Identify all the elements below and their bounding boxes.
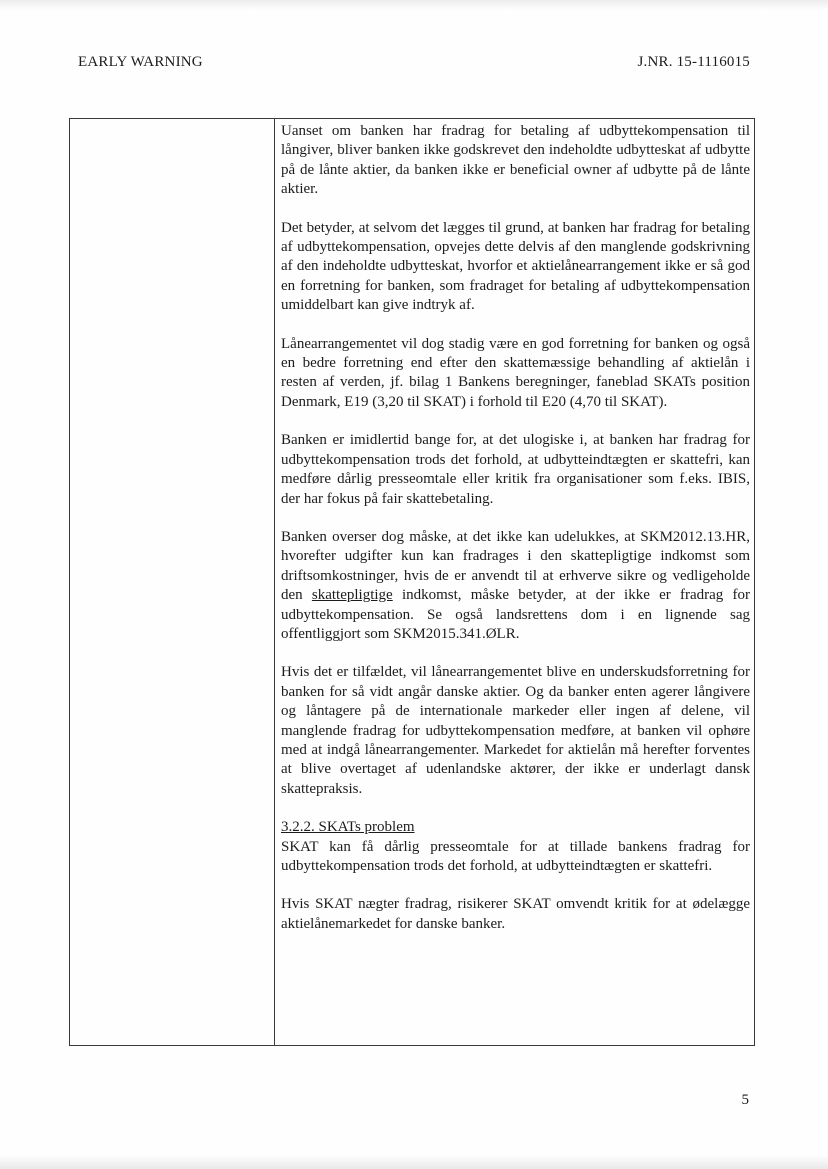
paragraph-3: Lånearrangementet vil dog stadig være en god forretning for banken og også en bedre forretning end efter den skattemæssige behandling af aktielån i resten af verden, jf. bilag 1 Bankens beregninger, faneblad SKATs position Denmark, E19 (3,20 til SKAT) i forhold til E20 (4,70 til SKAT).	[281, 335, 750, 410]
paragraph-4: Banken er imidlertid bange for, at det ulogiske i, at banken har fradrag for udbyttekompensation trods det forhold, at udbytteindtægten er skattefri, kan medføre dårlig presseomtale eller kritik fra organisationer som f.eks. IBIS, der har fokus på fair skattebetaling.	[281, 432, 750, 507]
scan-bottom-edge	[0, 1155, 828, 1169]
paragraph-5-end: indkomst, måske betyder, at der ikke er fradrag for udbyttekompensation. Se også landsrettens dom i en lignende sag offentliggjort som SKM2015.341.ØLR.	[281, 587, 750, 642]
text-column	[281, 122, 750, 934]
page-number: 5	[741, 1092, 749, 1108]
content-table	[69, 118, 755, 1046]
paragraph-5-start: Banken overser dog måske, at det ikke kan udelukkes, at SKM2012.13.HR, hvorefter udgifter kun kan fradrages i den skattepligtige indkomst som driftsomkostninger, hvis de er anvendt til at erhverve sikre og vedligeholde den	[281, 528, 750, 604]
paragraph-1: Uanset om banken har fradrag for betaling af udbyttekompensation til långiver, bliver banken ikke godskrevet den indeholdte udbytteskat af udbytte på de lånte aktier, da banken ikke er beneficial owner af udbytte på de lånte aktier.	[281, 123, 750, 198]
underlined-term: skattepligtige	[311, 587, 393, 604]
paragraph-5	[281, 528, 750, 644]
paragraph-7: SKAT kan få dårlig presseomtale for at tillade bankens fradrag for udbyttekompensation trods det forhold, at udbytteindtægten er skattefri.	[281, 838, 750, 874]
journal-number: J.NR. 15-1116015	[637, 54, 750, 70]
empty-left-column	[70, 119, 275, 1045]
paragraph-2: Det betyder, at selvom det lægges til grund, at banken har fradrag for betaling af udbyttekompensation, opvejes dette delvis af den manglende godskrivning af den indeholdte udbytteskat, hvorfor et aktielånearrangement ikke er så god en forretning for banken, som fradraget for betaling af udbyttekompensation umiddelbart kan give indtryk af.	[281, 219, 750, 314]
paragraph-8: Hvis SKAT nægter fradrag, risikerer SKAT omvendt kritik for at ødelægge aktielånemarkedet for danske banker.	[281, 896, 750, 932]
paragraph-6: Hvis det er tilfældet, vil lånearrangementet blive en underskudsforretning for banken for så vidt angår danske aktier. Og da banker enten agerer långivere og låntagere på de internationale markeder eller ingen af delene, vil manglende fradrag for udbyttekompensation medføre, at banken vil ophøre med at indgå lånearrangementer. Markedet for aktielån må herefter forventes at blive overtaget af udenlandske aktører, der ikke er underlagt dansk skattepraksis.	[281, 664, 750, 797]
section-heading: 3.2.2. SKATs problem	[281, 819, 415, 836]
scan-top-edge	[0, 0, 828, 10]
document-header-title: EARLY WARNING	[78, 54, 203, 70]
